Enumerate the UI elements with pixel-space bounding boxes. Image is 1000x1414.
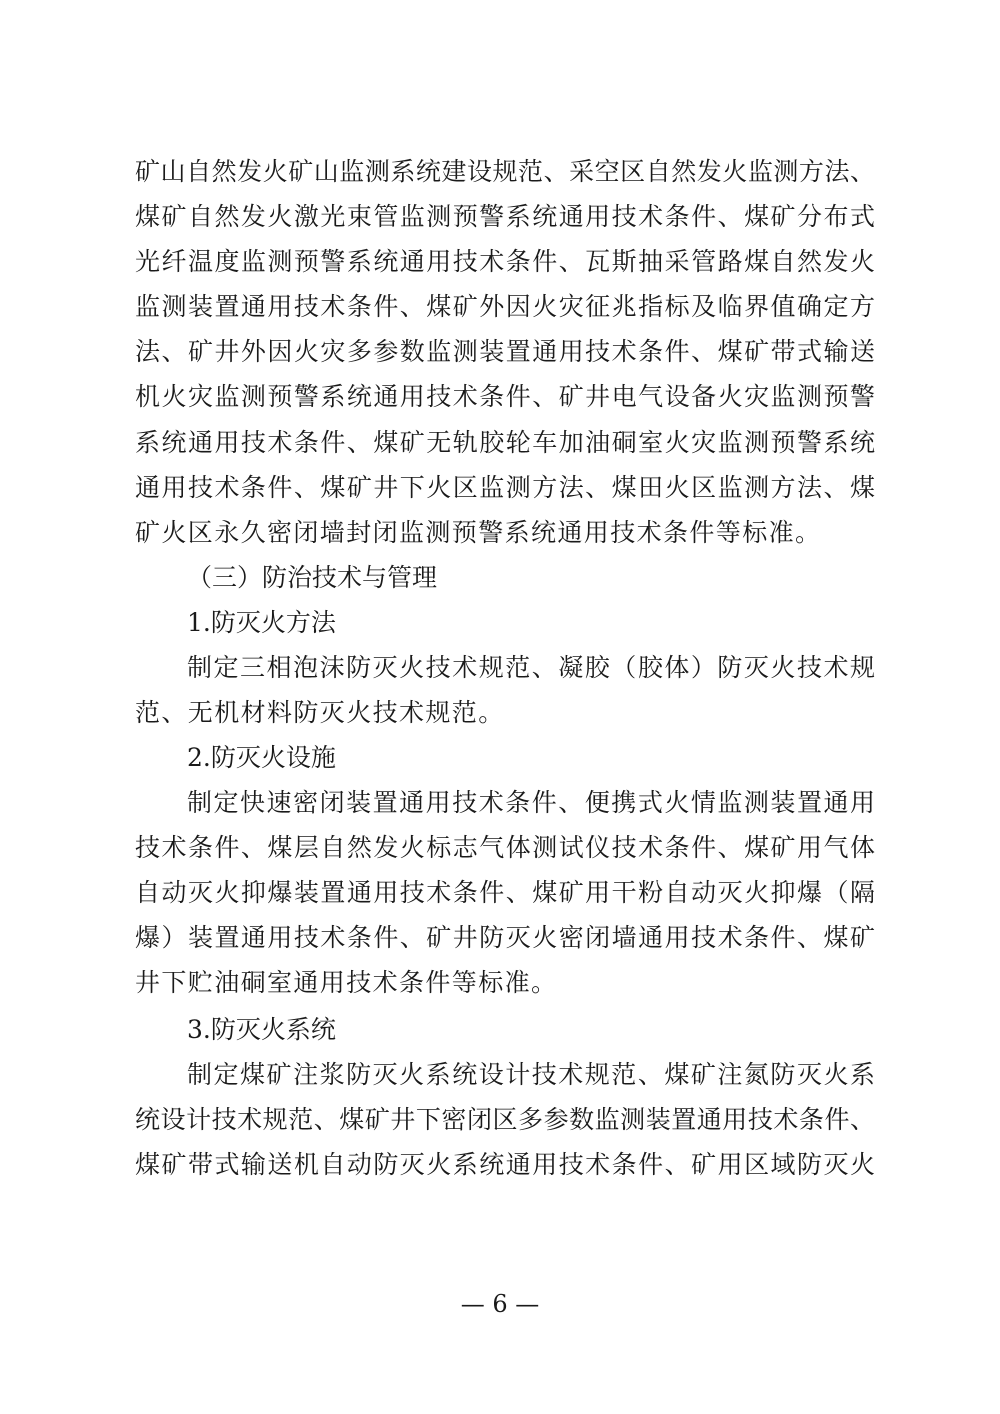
body-text-line: 统设计技术规范、煤矿井下密闭区多参数监测装置通用技术条件、 [135,1105,875,1134]
body-text-line: 制定煤矿注浆防灭火系统设计技术规范、煤矿注氮防灭火系 [187,1060,875,1089]
body-text-line: 煤矿自然发火激光束管监测预警系统通用技术条件、煤矿分布式 [135,202,875,231]
body-text-line: 井下贮油硐室通用技术条件等标准。 [135,968,558,997]
body-text-line: 法、矿井外因火灾多参数监测装置通用技术条件、煤矿带式输送 [135,337,875,366]
subsection-heading: 1.防灭火方法 [187,608,336,637]
body-text-line: 爆）装置通用技术条件、矿井防灭火密闭墙通用技术条件、煤矿 [135,923,875,952]
body-text-line: 监测装置通用技术条件、煤矿外因火灾征兆指标及临界值确定方 [135,292,875,321]
body-text-line: 通用技术条件、煤矿井下火区监测方法、煤田火区监测方法、煤 [135,473,875,502]
body-text-line: 光纤温度监测预警系统通用技术条件、瓦斯抽采管路煤自然发火 [135,247,875,276]
body-text-line: 矿山自然发火矿山监测系统建设规范、采空区自然发火监测方法、 [135,157,875,186]
body-text-line: 技术条件、煤层自然发火标志气体测试仪技术条件、煤矿用气体 [135,833,875,862]
body-text-line: 制定快速密闭装置通用技术条件、便携式火情监测装置通用 [187,788,875,817]
subsection-heading: 3.防灭火系统 [187,1015,336,1044]
body-text-line: 矿火区永久密闭墙封闭监测预警系统通用技术条件等标准。 [135,518,822,547]
page-number: — 6 — [460,1290,540,1318]
body-text-line: 范、无机材料防灭火技术规范。 [135,698,505,727]
subsection-heading: 2.防灭火设施 [187,743,336,772]
body-text-line: 自动灭火抑爆装置通用技术条件、煤矿用干粉自动灭火抑爆（隔 [135,878,875,907]
body-text-line: 机火灾监测预警系统通用技术条件、矿井电气设备火灾监测预警 [135,382,875,411]
section-heading: （三）防治技术与管理 [187,563,438,592]
body-text-line: 煤矿带式输送机自动防灭火系统通用技术条件、矿用区域防灭火 [135,1150,875,1179]
body-text-line: 制定三相泡沫防灭火技术规范、凝胶（胶体）防灭火技术规 [187,653,875,682]
body-text-line: 系统通用技术条件、煤矿无轨胶轮车加油硐室火灾监测预警系统 [135,428,875,457]
